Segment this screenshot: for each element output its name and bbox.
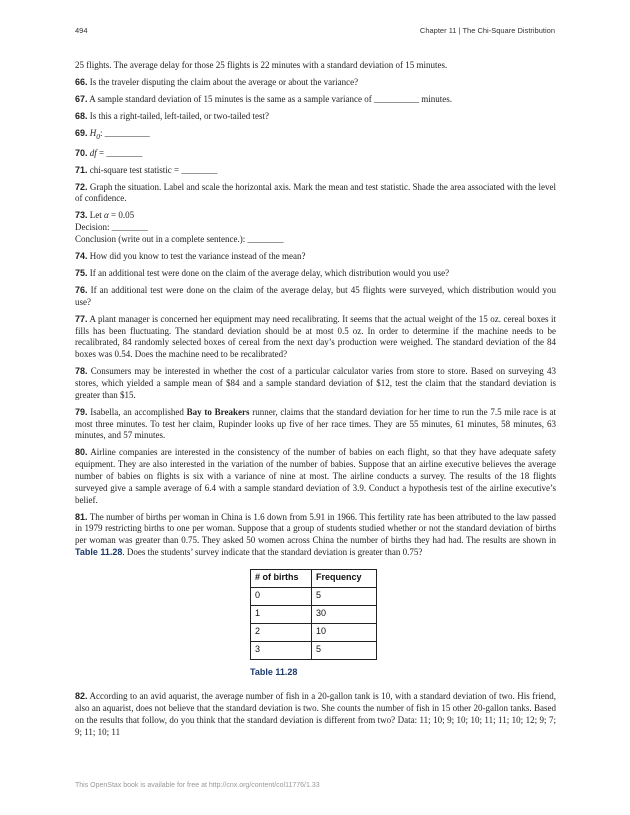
question-number: 69. — [75, 127, 88, 138]
question-number: 72. — [75, 181, 88, 192]
question-80 — [75, 447, 556, 506]
question-text: According to an avid aquarist, the average number of fish in a 20-gallon tank is 10, with a standard deviation of two. His friend, also an aquarist, does not believe that the standard deviation is two. She counts the number of fish in 15 other 20-gallon tanks. Based on the results that follow, do you think that the standard deviation is different from two? Data: 11; 10; 9; 10; 10; 11; 11; 10; 12; 9; 7; 9; 11; 10; 11 — [75, 691, 556, 737]
question-number: 74. — [75, 251, 88, 262]
column-header: # of births — [251, 569, 312, 587]
question-text: Airline companies are interested in the consistency of the number of babies on each flight, so that they have adequate safety equipment. They are also interested in the variation of the number of babies. Suppose that an airline executive believes the average number of babies on flights is six with a variance of nine at most. The airline conducts a survey. The results of the 18 flights surveyed give a sample average of 6.4 with a sample standard deviation of 3.9. Conduct a hypothesis test of the airline executive’s belief. — [75, 447, 557, 505]
question-text: If an additional test were done on the claim of the average delay, which distribution would you use? — [89, 268, 450, 279]
table-cell: 5 — [312, 587, 377, 605]
question-text: If an additional test were done on the claim of the average delay, but 45 flights were surveyed, which distribution would you use? — [75, 285, 556, 307]
exercise-content — [75, 60, 556, 744]
page-footer: This OpenStax book is available for free at http://cnx.org/content/col11776/1.33 — [75, 782, 320, 789]
table-row — [251, 605, 377, 623]
question-number: 78. — [75, 366, 88, 377]
births-frequency-table — [250, 569, 377, 660]
question-text: A plant manager is concerned her equipment may need recalibrating. It seems that the actual weight of the 15 oz. cereal boxes it fills has been fluctuating. The standard deviation should be at most 0.5 oz. In order to determine if the machine needs to be recalibrated, 84 randomly selected boxes of cereal from the next day’s production were weighed. The standard deviation of the 84 boxes was 0.54. Does the machine need to be recalibrated? — [75, 313, 556, 360]
question-text: : __________ — [100, 127, 150, 138]
alpha-symbol: α — [104, 210, 109, 221]
question-number: 67. — [75, 93, 88, 104]
question-number: 77. — [75, 313, 88, 324]
table-reference-link[interactable]: Table 11.28 — [75, 546, 123, 557]
question-73: 73. Let α = 0.05 Decision: ________ Conclusion (write out in a complete sentence.): ________ — [75, 210, 284, 245]
question-74 — [75, 251, 556, 263]
question-number: 79. — [75, 406, 88, 417]
question-text: = ________ — [96, 147, 143, 158]
question-68 — [75, 111, 556, 123]
df-symbol: df — [89, 147, 97, 158]
table-caption: Table 11.28 — [250, 666, 298, 677]
question-number: 80. — [75, 447, 88, 458]
table-cell: 30 — [312, 605, 377, 623]
question-69 — [75, 128, 556, 143]
table-cell: 10 — [312, 623, 377, 641]
question-text: Is the traveler disputing the claim about the average or about the variance? — [89, 76, 359, 87]
question-number: 73. — [75, 210, 88, 221]
table-row — [251, 587, 377, 605]
question-67 — [75, 94, 556, 106]
question-76 — [75, 285, 556, 309]
table-cell: 1 — [251, 605, 312, 623]
question-71 — [75, 165, 556, 177]
question-79: 79. Isabella, an accomplished Bay to Breakers runner, claims that the standard deviation for her time to run the 7.5 mile race is at most three minutes. To test her claim, Rupinder looks up five of her race times. They are 55 minutes, 61 minutes, 58 minutes, 63 minutes, and 57 minutes. — [75, 406, 556, 441]
question-text: How did you know to test the variance instead of the mean? — [89, 251, 306, 262]
null-hypothesis-symbol: $H_0$ — [89, 127, 101, 141]
question-number: 82. — [75, 691, 88, 702]
question-78 — [75, 366, 556, 401]
page-number: 494 — [75, 26, 88, 35]
question-number: 71. — [75, 164, 88, 175]
question-70 — [75, 148, 556, 160]
question-number: 68. — [75, 110, 88, 121]
table-cell: 2 — [251, 623, 312, 641]
intro-text: 25 flights. The average delay for those 25 flights is 22 minutes with a standard deviation of 15 minutes. — [75, 60, 448, 70]
table-row — [251, 623, 377, 641]
question-number: 70. — [75, 147, 88, 158]
question-number: 75. — [75, 268, 88, 279]
chapter-title: Chapter 11 | The Chi-Square Distribution — [419, 26, 555, 35]
question-text: Consumers may be interested in whether the cost of a particular calculator varies from store to store. Based on surveying 43 stores, which yielded a sample mean of $84 and a sample standard deviation of $12, test the claim that the standard deviation is greater than $15. — [75, 366, 557, 400]
question-72 — [75, 182, 556, 206]
question-number: 81. — [75, 511, 88, 522]
question-82 — [75, 691, 556, 738]
question-81: 81. The number of births per woman in China is 1.6 down from 5.91 in 1966. This fertility rate has been attributed to the law passed in 1979 restricting births to one per woman. Suppose that a group of students studied whether or not the standard deviation of births per woman was greater than 0.75. They asked 50 women across China the number of births they had had. The results are shown in Table 11.28. Does the students’ survey indicate that the standard deviation is greater than 0.75? — [75, 511, 556, 557]
decision-line: Decision: ________ — [75, 222, 148, 233]
question-number: 76. — [75, 285, 88, 296]
table-header-row — [251, 569, 377, 587]
question-text: chi-square test statistic = ________ — [89, 164, 218, 175]
question-number: 66. — [75, 76, 88, 87]
question-text: A sample standard deviation of 15 minutes is the same as a sample variance of __________ minutes. — [89, 93, 452, 104]
table-cell: 0 — [251, 587, 312, 605]
question-75 — [75, 268, 556, 280]
question-66 — [75, 77, 556, 89]
bay-to-breakers: Bay to Breakers — [186, 406, 250, 417]
table-cell: 3 — [251, 641, 312, 659]
conclusion-line: Conclusion (write out in a complete sentence.): ________ — [75, 234, 284, 245]
page-header — [75, 26, 555, 38]
question-text: Graph the situation. Label and scale the horizontal axis. Mark the mean and test statistic. Shade the area associated with the level of confidence. — [75, 181, 557, 204]
column-header: Frequency — [312, 569, 377, 587]
table-row — [251, 641, 377, 659]
question-77 — [75, 314, 556, 361]
question-text: Is this a right-tailed, left-tailed, or two-tailed test? — [89, 110, 269, 121]
table-cell: 5 — [312, 641, 377, 659]
